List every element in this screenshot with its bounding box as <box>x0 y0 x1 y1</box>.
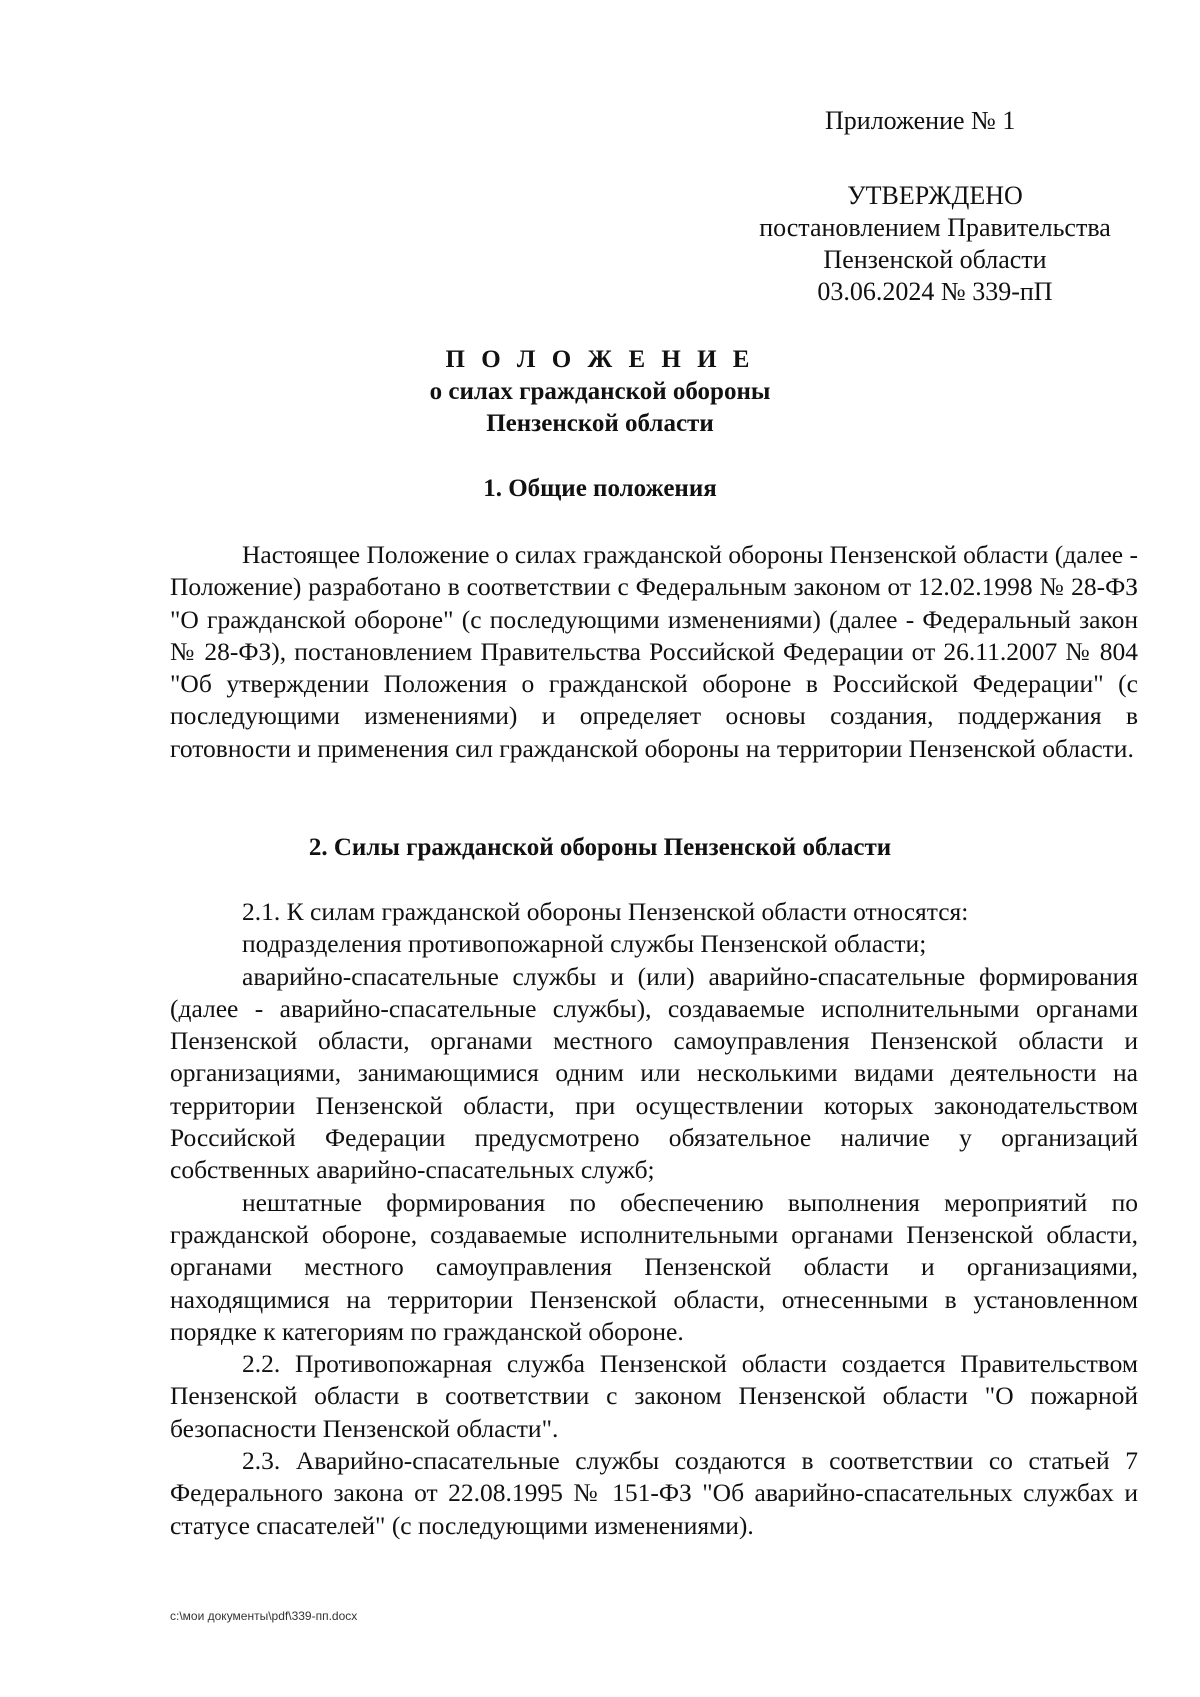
approval-by: постановлением Правительства <box>759 213 1111 242</box>
paragraph: 2.3. Аварийно-спасательные службы создаются в соответствии со статьей 7 Федерального закона от 22.08.1995 № 151-ФЗ "Об аварийно-спасательных службах и статусе спасателей" (с последующими изменениями). <box>170 1446 1138 1540</box>
document-title: П О Л О Ж Е Н И Е <box>445 346 755 373</box>
section-2-heading: 2. Силы гражданской обороны Пензенской области <box>308 834 892 861</box>
paragraph: Настоящее Положение о силах гражданской обороны Пензенской области (далее - Положение) разработано в соответствии с Федеральным законом от 12.02.1998 № 28-ФЗ "О гражданской обороне" (с последующими изменениями) (далее - Федеральный закон № 28-ФЗ), постановлением Правительства Российской Федерации от 26.11.2007 № 804 "Об утверждении Положения о гражданской обороне в Российской Федерации" (с последующими изменениями) и определяет основы создания, поддержания в готовности и применения сил гражданской обороны на территории Пензенской области. <box>170 540 1138 763</box>
paragraph: нештатные формирования по обеспечению выполнения мероприятий по гражданской обороне, создаваемые исполнительными органами Пензенской области, органами местного самоуправления Пензенской области и организациями, находящимися на территории Пензенской области, отнесенными в установленном порядке к категориям по гражданской обороне. <box>170 1187 1138 1346</box>
file-path-footer: c:\мои документы\pdf\339-пп.docx <box>170 1609 358 1623</box>
approval-stamp <box>735 180 1135 308</box>
section-1-body <box>170 539 1138 765</box>
section-2-body <box>170 896 1138 1542</box>
approval-region: Пензенской области <box>823 245 1047 274</box>
section-1-heading: 1. Общие положения <box>483 475 717 502</box>
paragraph: подразделения противопожарной службы Пензенской области; <box>242 929 927 959</box>
document-subtitle-region: Пензенской области <box>486 410 714 437</box>
appendix-label: Приложение № 1 <box>825 106 1016 135</box>
approval-approved: УТВЕРЖДЕНО <box>847 181 1023 210</box>
paragraph: аварийно-спасательные службы и (или) аварийно-спасательные формирования (далее - аварийно-спасательные службы), создаваемые исполнительными органами Пензенской области, органами местного самоуправления Пензенской области и организациями, занимающимися одним или несколькими видами деятельности на территории Пензенской области, при осуществлении которых законодательством Российской Федерации предусмотрено обязательное наличие у организаций собственных аварийно-спасательных служб; <box>170 961 1138 1185</box>
document-subtitle: о силах гражданской обороны <box>429 378 771 405</box>
approval-date-number: 03.06.2024 № 339-пП <box>817 277 1053 306</box>
paragraph: 2.2. Противопожарная служба Пензенской области создается Правительством Пензенской области в соответствии с законом Пензенской области "О пожарной безопасности Пензенской области". <box>170 1349 1138 1443</box>
paragraph: 2.1. К силам гражданской обороны Пензенской области относятся: <box>242 897 969 926</box>
